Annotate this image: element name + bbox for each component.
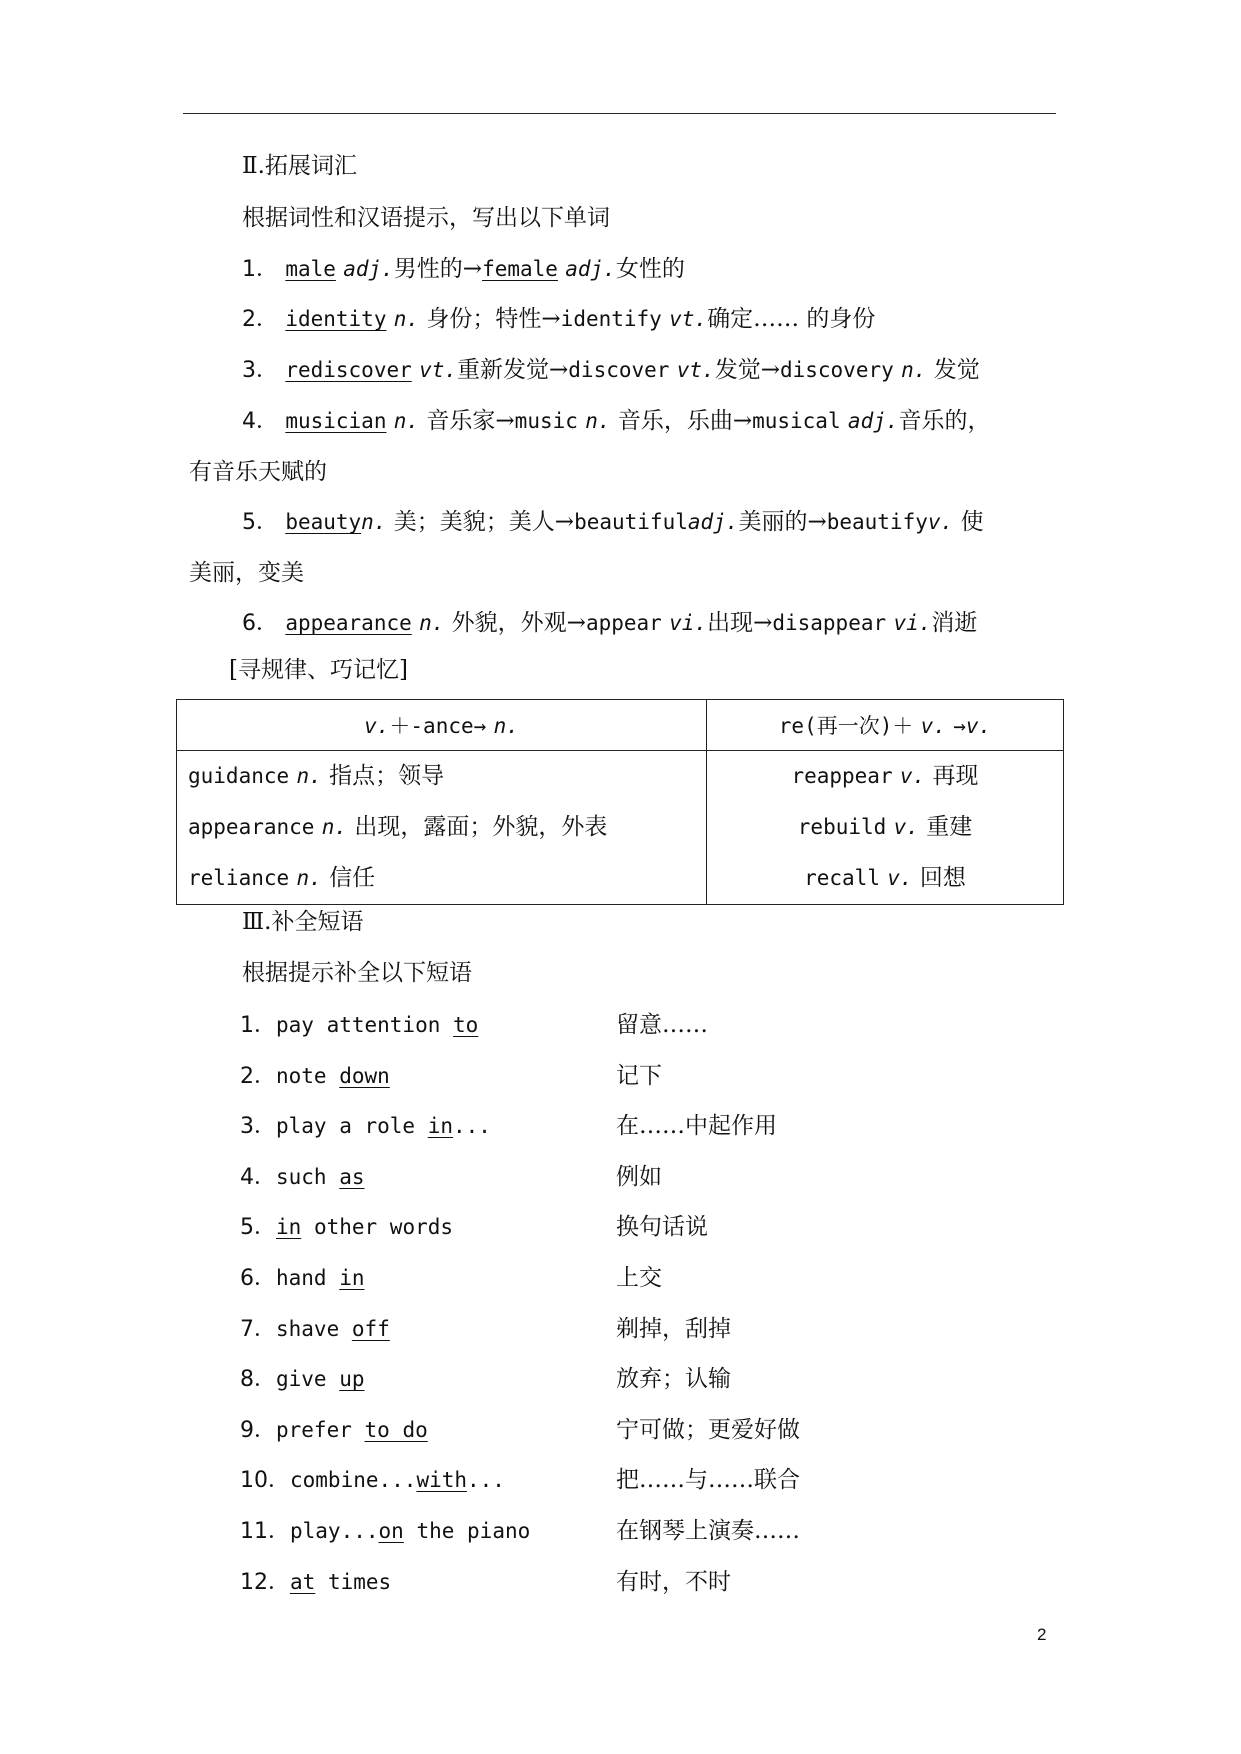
- answer-blank: up: [339, 1367, 365, 1392]
- phrase-number: 3．: [240, 1114, 276, 1140]
- phrase-meaning: 在钢琴上演奏……: [616, 1518, 800, 1544]
- answer-blank: female: [482, 257, 558, 281]
- phrase-text: combine...: [290, 1468, 417, 1493]
- list-item: [240, 1516, 530, 1547]
- re-examples: [707, 751, 1064, 905]
- answer-blank: at: [290, 1569, 316, 1594]
- phrase-meaning: 在……中起作用: [616, 1113, 777, 1140]
- header-rule: [183, 113, 1056, 114]
- phrase-text: times: [315, 1569, 392, 1594]
- answer-blank: musician: [285, 409, 387, 433]
- vocab-item-4-continued: 有音乐天赋的: [189, 459, 327, 485]
- phrase-text: hand: [276, 1266, 340, 1290]
- answer-blank: as: [339, 1164, 365, 1189]
- phrase-meaning: 上交: [616, 1265, 662, 1291]
- phrase-meaning: 放弃；认输: [616, 1366, 731, 1393]
- list-item: [240, 1111, 491, 1142]
- phrase-text: shave: [276, 1316, 352, 1341]
- vocab-item-5-continued: 美丽，变美: [189, 560, 304, 586]
- phrase-meaning: 留意……: [616, 1012, 708, 1038]
- section-2-title: Ⅱ.拓展词汇: [242, 153, 357, 179]
- list-item: [240, 1415, 428, 1446]
- table-header-row: [177, 700, 1064, 751]
- phrase-number: 10．: [240, 1468, 290, 1494]
- phrase-number: 9．: [240, 1417, 276, 1443]
- phrase-number: 6．: [240, 1266, 276, 1291]
- list-item: [240, 1465, 505, 1496]
- page-number: 2: [1037, 1625, 1047, 1644]
- list-item: [240, 1263, 365, 1294]
- memory-tip: [寻规律、巧记忆]: [229, 657, 408, 683]
- phrase-text: note: [276, 1063, 340, 1088]
- answer-blank: to: [453, 1013, 479, 1037]
- table-row: reliance n. 信任: [188, 865, 376, 891]
- list-item: [240, 1212, 453, 1243]
- list-item: [240, 1314, 390, 1345]
- list-item: [240, 1061, 390, 1092]
- answer-blank: in: [339, 1266, 365, 1290]
- section-3-title: Ⅲ.补全短语: [242, 909, 364, 935]
- header-re-rule: re(再一次)＋ v. →v.: [707, 700, 1064, 751]
- phrase-text: the piano: [403, 1519, 531, 1543]
- phrase-text: prefer: [276, 1417, 365, 1442]
- vocab-item-1: 1． male adj.男性的→female adj.女性的: [242, 256, 685, 282]
- phrase-text: other words: [301, 1215, 454, 1240]
- answer-blank: down: [339, 1063, 390, 1088]
- phrase-number: 5．: [240, 1215, 276, 1241]
- vocab-item-5: 5． beautyn. 美；美貌；美人→beautifuladj.美丽的→beautifyv. 使: [242, 509, 984, 535]
- table-row: reappear v. 再现: [791, 763, 979, 789]
- answer-blank: appearance: [285, 611, 412, 635]
- list-item: [240, 1162, 365, 1193]
- phrase-text: ...: [467, 1468, 505, 1493]
- answer-blank: rediscover: [285, 358, 412, 382]
- phrase-meaning: 有时，不时: [616, 1568, 731, 1595]
- section-3-instruction: 根据提示补全以下短语: [242, 960, 472, 986]
- phrase-text: play a role: [276, 1114, 428, 1139]
- phrase-number: 4．: [240, 1164, 276, 1190]
- answer-blank: male: [285, 257, 336, 281]
- phrase-text: give: [276, 1367, 340, 1392]
- answer-blank: with: [416, 1468, 468, 1493]
- table-row: recall v. 回想: [804, 865, 966, 891]
- list-item: [240, 1364, 365, 1395]
- list-item: [240, 1010, 478, 1041]
- table-row: rebuild v. 重建: [797, 814, 973, 840]
- answer-blank: off: [351, 1316, 390, 1341]
- phrase-number: 7．: [240, 1316, 276, 1342]
- table-body-row: [177, 751, 1064, 905]
- phrase-text: such: [276, 1164, 340, 1189]
- word-formation-table: [176, 699, 1064, 905]
- phrase-meaning: 把……与……联合: [616, 1467, 800, 1494]
- phrase-text: play...: [290, 1519, 379, 1543]
- phrase-number: 8．: [240, 1367, 276, 1393]
- answer-blank: on: [378, 1519, 404, 1543]
- phrase-meaning: 剃掉，刮掉: [616, 1315, 731, 1342]
- phrase-text: ...: [453, 1114, 491, 1139]
- phrase-meaning: 记下: [616, 1062, 662, 1089]
- phrase-meaning: 例如: [616, 1163, 662, 1190]
- answer-blank: in: [276, 1215, 302, 1240]
- answer-blank: in: [427, 1114, 454, 1139]
- list-item: [240, 1567, 391, 1598]
- section-2-instruction: 根据词性和汉语提示，写出以下单词: [242, 205, 610, 231]
- answer-blank: to do: [364, 1417, 428, 1442]
- ance-examples: [177, 751, 707, 905]
- answer-blank: beauty: [285, 510, 362, 534]
- vocab-item-2: 2． identity n. 身份；特性→identify vt.确定…… 的身份: [242, 306, 876, 332]
- phrase-meaning: 换句话说: [616, 1214, 708, 1241]
- vocab-item-4: 4． musician n. 音乐家→music n. 音乐，乐曲→musical adj.音乐的，: [242, 408, 991, 434]
- vocab-item-3: 3． rediscover vt.重新发觉→discover vt.发觉→discovery n. 发觉: [242, 357, 980, 383]
- phrase-number: 1．: [240, 1013, 276, 1038]
- phrase-text: pay attention: [276, 1013, 454, 1037]
- phrase-number: 12．: [240, 1569, 290, 1595]
- answer-blank: identity: [285, 307, 387, 331]
- vocab-item-6: 6． appearance n. 外貌，外观→appear vi.出现→disappear vi.消逝: [242, 610, 978, 636]
- table-row: guidance n. 指点；领导: [188, 763, 445, 789]
- table-row: appearance n. 出现，露面；外貌，外表: [188, 814, 608, 840]
- phrase-meaning: 宁可做；更爱好做: [616, 1416, 800, 1443]
- header-ance-rule: v.＋-ance→ n.: [177, 700, 707, 751]
- phrase-number: 11．: [240, 1519, 290, 1544]
- phrase-number: 2．: [240, 1063, 276, 1089]
